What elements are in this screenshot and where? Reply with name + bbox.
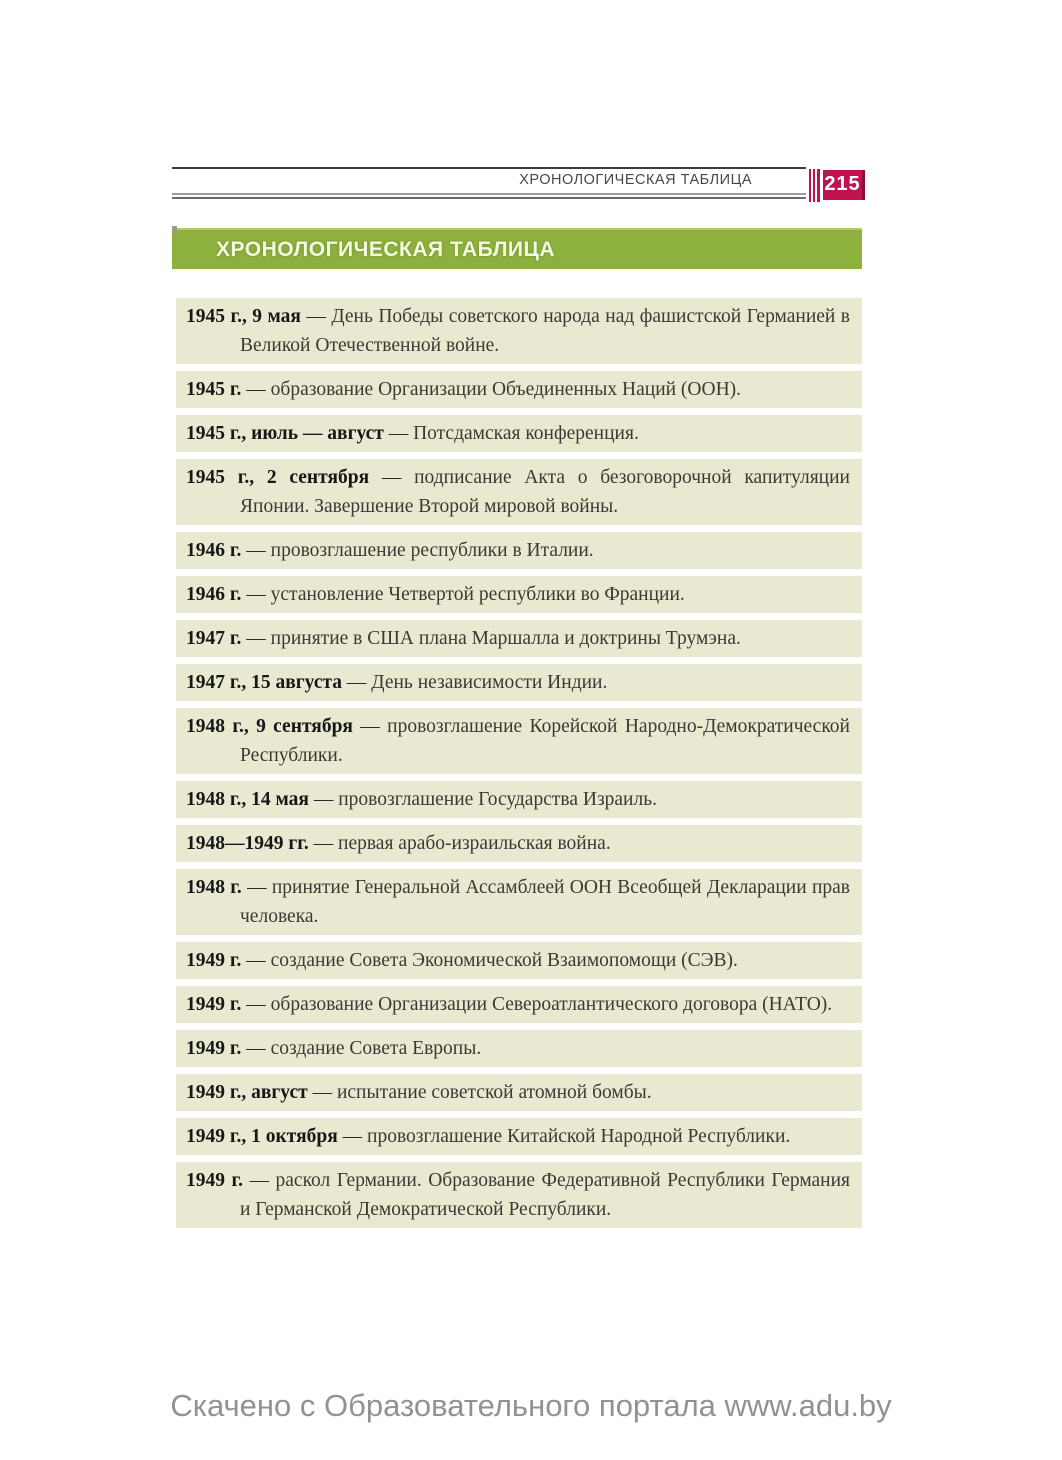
event-row	[176, 298, 862, 364]
event-separator: —	[352, 716, 388, 737]
event-row	[176, 1074, 862, 1111]
chronology-list	[176, 298, 862, 1228]
event-description: принятие в США плана Маршалла и доктрины Трумэна.	[270, 628, 741, 649]
page-number-badge: 215	[823, 170, 865, 200]
event-description: создание Совета Экономической Взаимопомощи (СЭВ).	[270, 950, 738, 971]
event-date: 1947 г.	[186, 628, 242, 649]
event-date: 1948 г.	[186, 877, 242, 898]
event-date: 1946 г.	[186, 540, 242, 561]
event-separator: —	[337, 1126, 368, 1147]
event-description: День Победы советского народа над фашистской Германией в Великой Отечественной войне.	[240, 306, 851, 356]
section-title: ХРОНОЛОГИЧЕСКАЯ ТАБЛИЦА	[216, 238, 556, 261]
event-separator: —	[241, 628, 271, 649]
event-description: создание Совета Европы.	[270, 1038, 482, 1059]
event-row	[176, 371, 862, 408]
event-row	[176, 415, 862, 452]
scan-notch	[172, 226, 177, 232]
event-date: 1945 г., июль — август	[186, 423, 384, 444]
event-separator: —	[307, 1082, 337, 1103]
header-rule-bottom	[172, 193, 806, 199]
event-row	[176, 1030, 862, 1067]
event-date: 1948 г., 9 сентября	[186, 716, 353, 737]
event-date: 1947 г., 15 августа	[186, 672, 343, 693]
event-separator: —	[300, 306, 332, 327]
event-description: Потсдамская конференция.	[413, 423, 639, 444]
event-separator: —	[243, 1170, 276, 1191]
event-separator: —	[241, 1038, 271, 1059]
event-date: 1946 г.	[186, 584, 242, 605]
event-separator: —	[241, 994, 271, 1015]
event-separator: —	[308, 833, 339, 854]
event-date: 1949 г.	[186, 994, 242, 1015]
event-separator: —	[342, 672, 372, 693]
event-date: 1949 г., август	[186, 1082, 308, 1103]
event-separator: —	[241, 584, 271, 605]
event-separator: —	[308, 789, 339, 810]
event-date: 1949 г.	[186, 950, 242, 971]
event-description: образование Организации Объединенных Наций (ООН).	[270, 379, 742, 400]
event-date: 1948—1949 гг.	[186, 833, 309, 854]
event-row	[176, 781, 862, 818]
event-row	[176, 825, 862, 862]
event-separator: —	[241, 540, 271, 561]
running-title: ХРОНОЛОГИЧЕСКАЯ ТАБЛИЦА	[519, 172, 752, 188]
event-description: образование Организации Североатлантического договора (НАТО).	[270, 994, 833, 1015]
event-description: испытание советской атомной бомбы.	[336, 1082, 652, 1103]
event-row	[176, 708, 862, 774]
event-row	[176, 664, 862, 701]
page-badge-stripe	[813, 169, 815, 202]
event-row	[176, 1118, 862, 1155]
event-separator: —	[241, 877, 272, 898]
event-description: принятие Генеральной Ассамблеей ООН Всеобщей Декларации прав человека.	[240, 877, 850, 927]
header-rule-top	[172, 167, 806, 169]
event-date: 1949 г.	[186, 1038, 242, 1059]
event-date: 1948 г., 14 мая	[186, 789, 309, 810]
event-date: 1945 г., 9 мая	[186, 306, 301, 327]
event-date: 1949 г.	[186, 1170, 244, 1191]
footer-watermark: Скачено с Образовательного портала www.adu.by	[170, 1388, 892, 1423]
section-title-bar	[172, 228, 862, 269]
event-description: провозглашение республики в Италии.	[270, 540, 594, 561]
event-row	[176, 942, 862, 979]
event-description: раскол Германии. Образование Федеративной Республики Германия и Германской Демократической Республики.	[240, 1170, 851, 1220]
event-separator: —	[369, 467, 415, 488]
event-description: подписание Акта о безоговорочной капитуляции Японии. Завершение Второй мировой войны.	[240, 467, 850, 517]
event-description: провозглашение Государства Израиль.	[338, 789, 657, 810]
event-row	[176, 459, 862, 525]
event-date: 1945 г., 2 сентября	[186, 467, 370, 488]
event-separator: —	[241, 950, 271, 971]
event-date: 1949 г., 1 октября	[186, 1126, 338, 1147]
page-badge-stripe	[809, 169, 811, 202]
event-row	[176, 1162, 862, 1228]
page-badge-stripe	[817, 169, 820, 202]
event-description: День независимости Индии.	[371, 672, 608, 693]
event-row	[176, 986, 862, 1023]
event-description: установление Четвертой республики во Франции.	[270, 584, 685, 605]
event-row	[176, 620, 862, 657]
event-separator: —	[383, 423, 414, 444]
event-row	[176, 869, 862, 935]
event-date: 1945 г.	[186, 379, 242, 400]
event-description: провозглашение Китайской Народной Республики.	[367, 1126, 791, 1147]
event-separator: —	[241, 379, 271, 400]
event-description: провозглашение Корейской Народно-Демократической Республики.	[240, 716, 850, 766]
event-row	[176, 576, 862, 613]
event-description: первая арабо-израильская война.	[338, 833, 611, 854]
event-row	[176, 532, 862, 569]
